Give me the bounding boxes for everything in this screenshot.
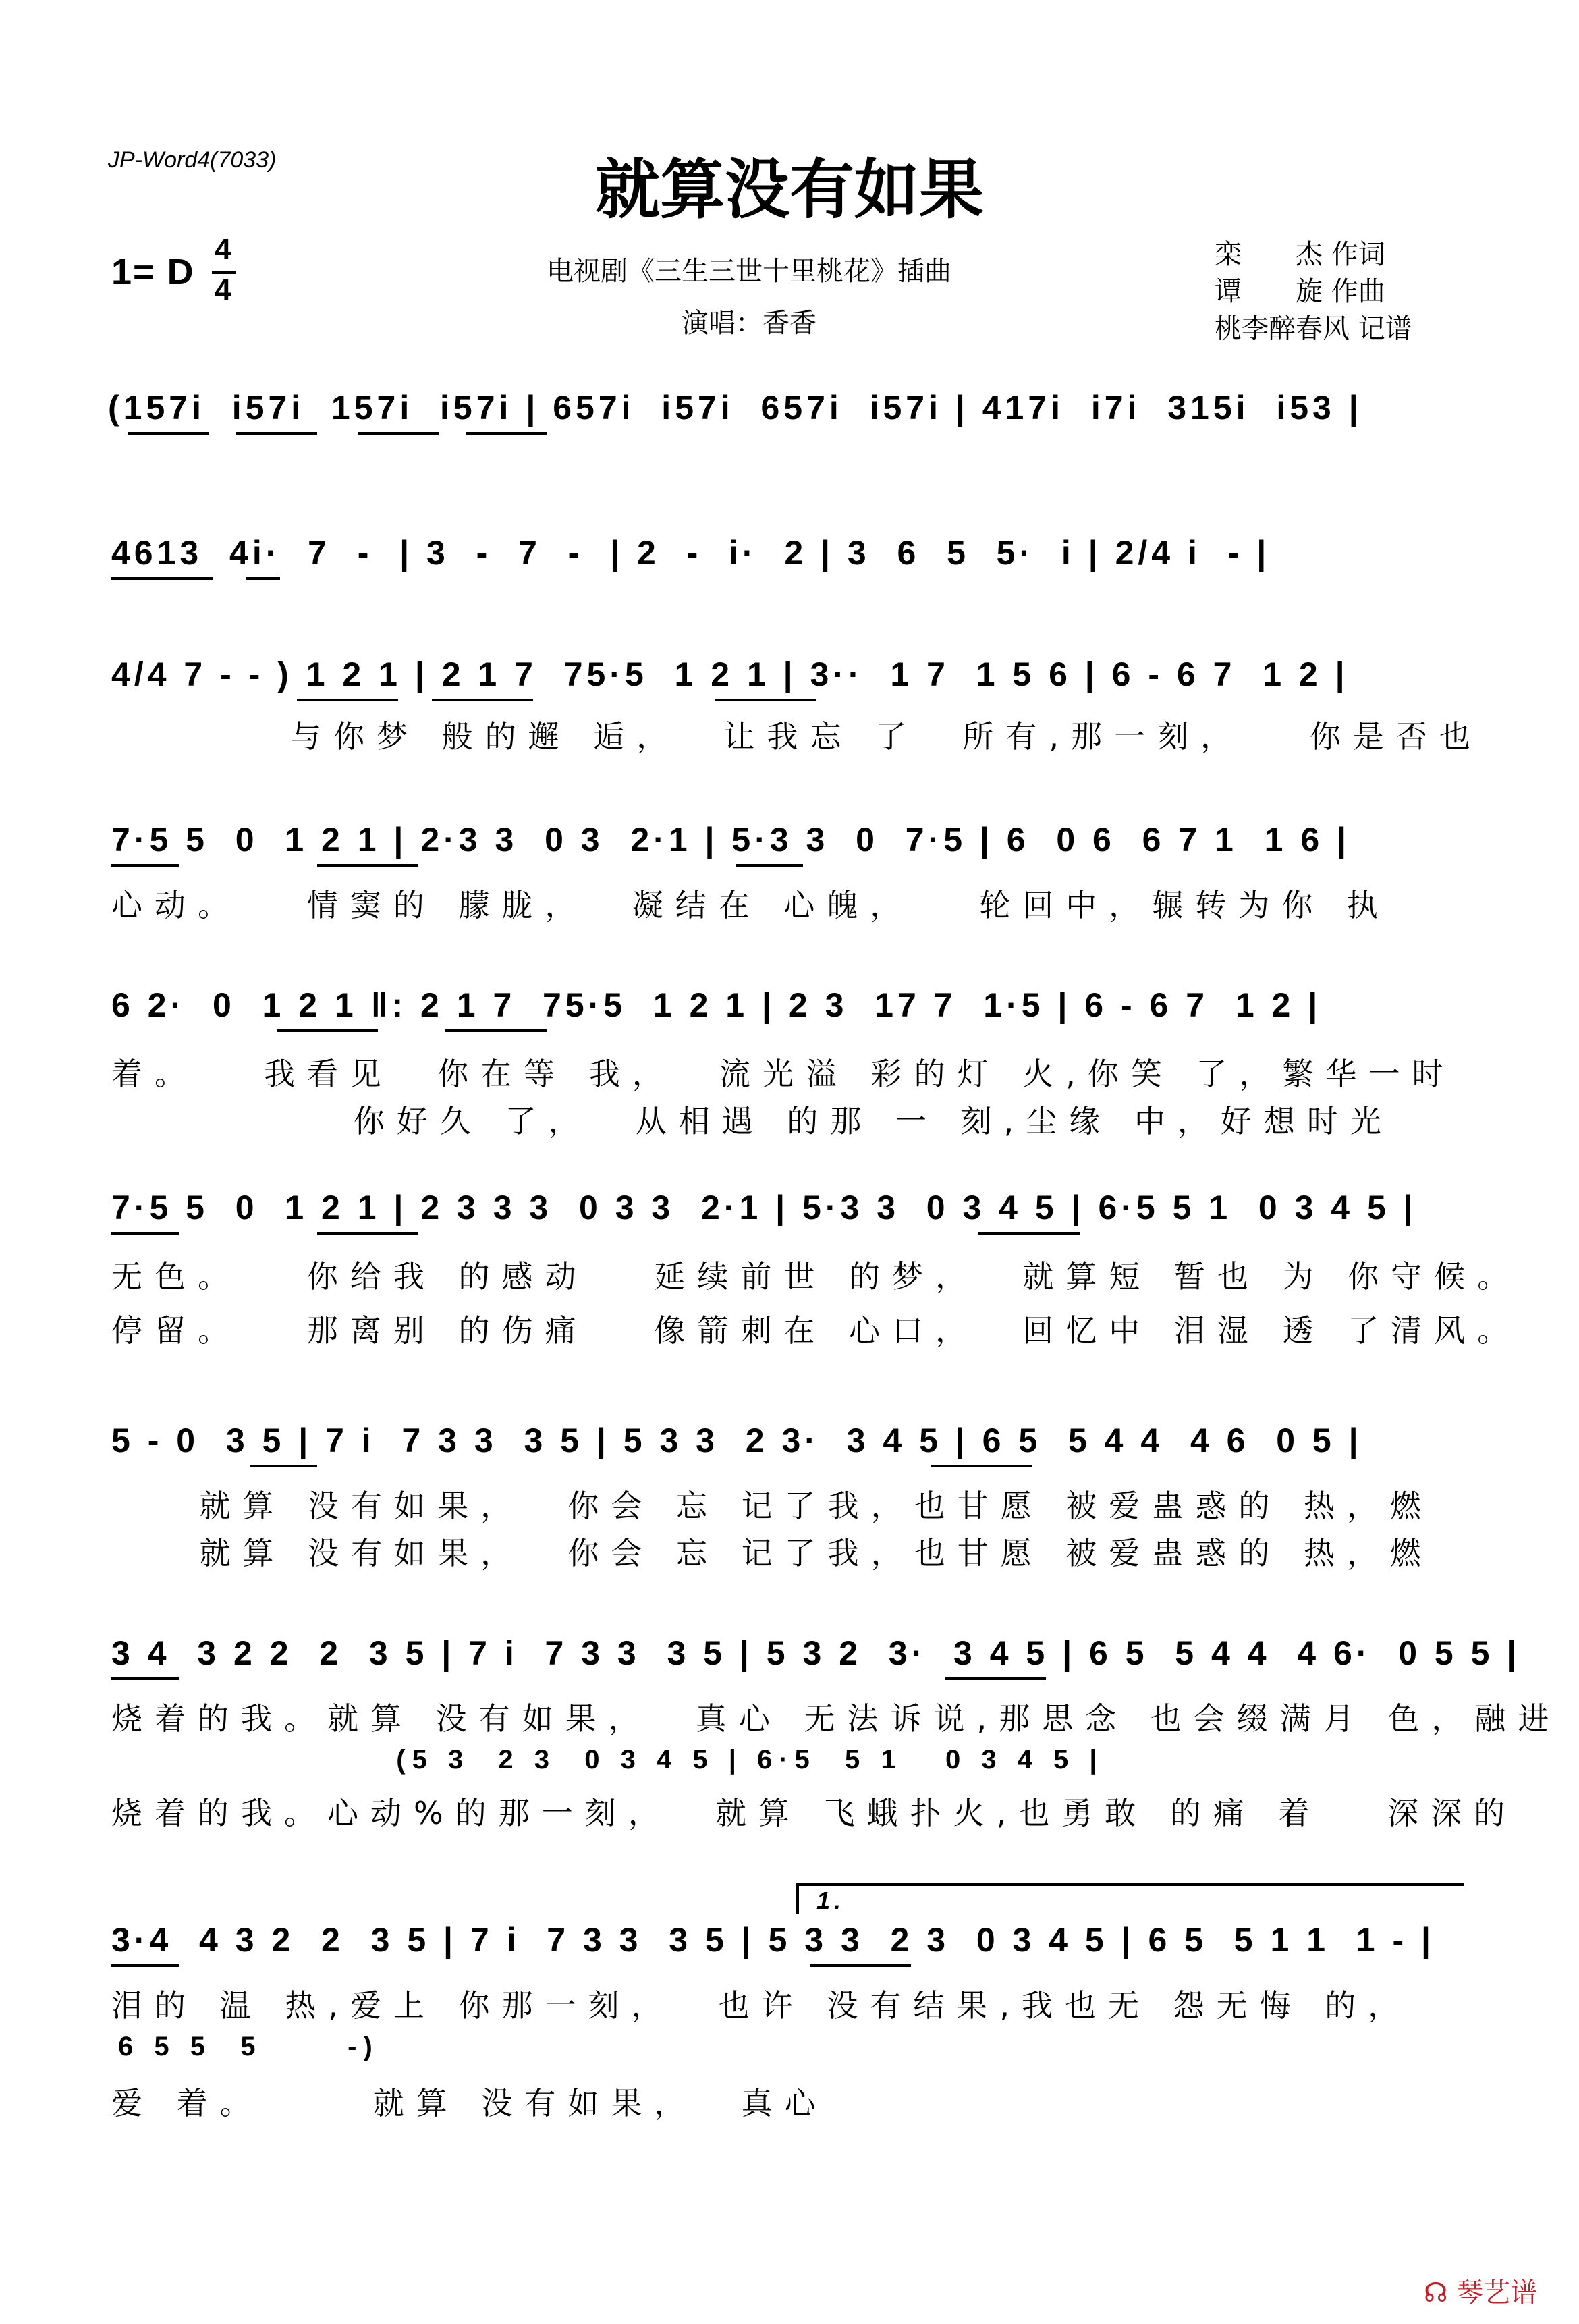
system-9-lyrics-1: 泪的 温 热,爱上 你那一刻， 也许 没有结果,我也无 怨无悔 的， xyxy=(111,1987,1412,2024)
system-3-notes: 4/4 7 - - ) 1 2 1 | 2 1 7 75·5 1 2 1 | 3·· 1 7 1 5 6 | 6 - 6 7 1 2 | xyxy=(111,655,1349,693)
system-9-notes: 3·4 4 3 2 2 3 5 | 7 i 7 3 3 3 5 | 5 3 3 2 3 0 3 4 5 | 6 5 5 1 1 1 - | xyxy=(111,1921,1435,1959)
system-1-notes: (157i i57i 157i i57i | 657i i57i 657i i57i | 417i i7i 315i i53 | xyxy=(108,389,1362,427)
time-signature-bottom: 4 xyxy=(215,273,231,306)
system-5-lyrics-1: 着。 我看见 你在等 我， 流光溢 彩的灯 火,你笑 了，繁华一时 xyxy=(111,1056,1456,1092)
system-5-lyrics-2: 你好久 了， 从相遇 的那 一 刻,尘缘 中，好想时光 xyxy=(111,1103,1393,1139)
key-signature: 1= D xyxy=(111,252,195,292)
singer: 演唱：香香 xyxy=(682,308,816,339)
system-10-notes: 6 5 5 5 -) xyxy=(118,2032,379,2061)
system-8-lyrics-2: 烧着的我。心动%的那一刻， 就算 飞蛾扑火,也勇敢 的痛 着 深深的 xyxy=(111,1795,1518,1831)
page-title: 就算没有如果 xyxy=(595,151,984,227)
system-8-notes: 3 4 3 2 2 2 3 5 | 7 i 7 3 3 3 5 | 5 3 2 3· 3 4 5 | 6 5 5 4 4 4 6· 0 5 5 | xyxy=(111,1634,1521,1672)
volta-bracket xyxy=(796,1883,1464,1886)
system-10-lyrics-1: 爱 着。 就算 没有如果， 真心 xyxy=(111,2085,828,2122)
system-6-notes: 7·5 5 0 1 2 1 | 2 3 3 3 0 3 3 2·1 | 5·3 3 0 3 4 5 | 6·5 5 1 0 3 4 5 | xyxy=(111,1189,1417,1226)
software-watermark: JP-Word4(7033) xyxy=(108,147,277,173)
system-2-notes: 4613 4i· 7 - | 3 - 7 - | 2 - i· 2 | 3 6 5 5· i | 2/4 i - | xyxy=(111,534,1271,572)
volta-number: 1. xyxy=(816,1887,846,1914)
system-4-lyrics-1: 心动。 情窦的 朦胧， 凝结在 心魄， 轮回中，辗转为你 执 xyxy=(111,887,1390,923)
time-signature-top: 4 xyxy=(215,233,231,266)
system-6-lyrics-1: 无色。 你给我 的感动 延续前世 的梦， 就算短 暂也 为 你守候。 xyxy=(111,1258,1521,1295)
system-7-lyrics-1: 就算 没有如果， 你会 忘 记了我，也甘愿 被爱蛊惑的 热，燃 xyxy=(111,1488,1433,1524)
system-5-notes: 6 2· 0 1 2 1 ‖: 2 1 7 75·5 1 2 1 | 2 3 17 7 1·5 | 6 - 6 7 1 2 | xyxy=(111,986,1322,1024)
system-7-notes: 5 - 0 3 5 | 7 i 7 3 3 3 5 | 5 3 3 2 3· 3 4 5 | 6 5 5 4 4 4 6 0 5 | xyxy=(111,1422,1362,1459)
site-logo: ☊ 琴艺谱 xyxy=(1424,2277,1538,2308)
lyricist-credit: 栾 杰 作词 xyxy=(1215,239,1385,270)
system-4-notes: 7·5 5 0 1 2 1 | 2·3 3 0 3 2·1 | 5·3 3 0 7·5 | 6 0 6 6 7 1 1 6 | xyxy=(111,821,1351,859)
system-8-lyrics-1: 烧着的我。就算 没有如果， 真心 无法诉说,那思念 也会缀满月 色，融进 xyxy=(111,1700,1561,1737)
subtitle: 电视剧《三生三世十里桃花》插曲 xyxy=(547,256,951,287)
system-3-lyrics-1: 与你梦 般的邂 逅， 让我忘 了 所有,那一刻， 你是否也 xyxy=(290,718,1483,755)
system-7-lyrics-2: 就算 没有如果， 你会 忘 记了我，也甘愿 被爱蛊惑的 热，燃 xyxy=(111,1535,1433,1571)
transcriber-credit: 桃李醉春风 记谱 xyxy=(1215,313,1412,344)
interlude-notes: (5 3 2 3 0 3 4 5 | 6·5 5 1 0 3 4 5 | xyxy=(111,1745,1104,1775)
system-6-lyrics-2: 停留。 那离别 的伤痛 像箭刺在 心口， 回忆中 泪湿 透 了清风。 xyxy=(111,1312,1521,1349)
composer-credit: 谭 旋 作曲 xyxy=(1215,276,1385,307)
logo-mark-icon: ☊ xyxy=(1424,2277,1448,2308)
